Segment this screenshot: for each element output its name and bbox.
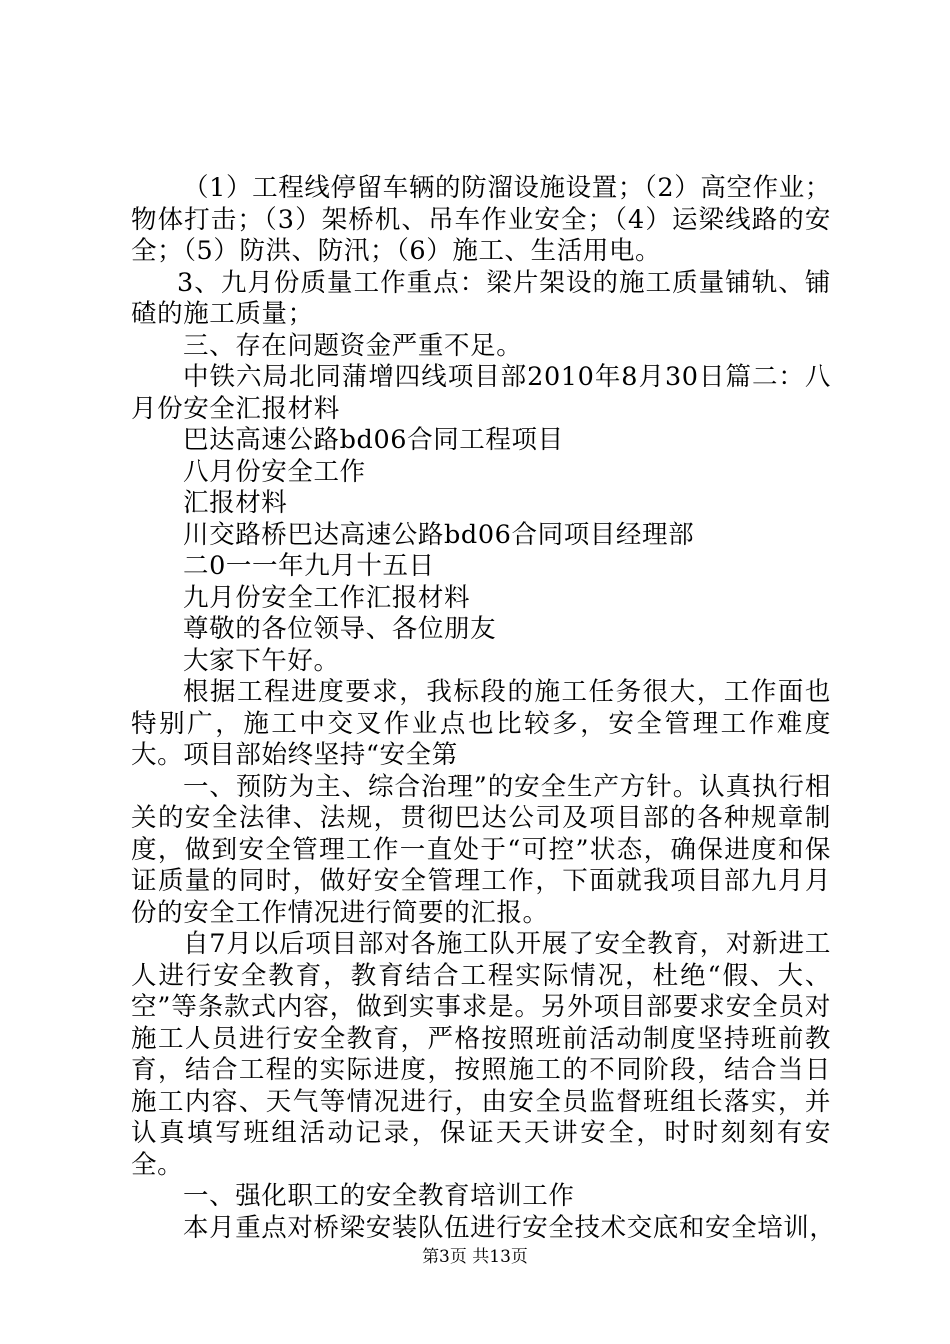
paragraph-problems: 三、存在问题资金严重不足。 <box>183 330 523 361</box>
paragraph-project-name: 巴达高速公路bd06合同工程项目 <box>183 425 564 455</box>
paragraph-salutation: 尊敬的各位领导、各位朋友 <box>183 614 497 644</box>
paragraph-policy: 一、预防为主、综合治理”的安全生产方针。认真执行相关的安全法律、法规，贯彻巴达公司及项目部的各种规章制度，做到安全管理工作一直处于“可控”状态，确保进度和保证质量的同时，做好安全管理工作，下面就我项目部九月月份的安全工作情况进行简要的汇报。 <box>131 771 831 928</box>
paragraph-education: 自7月以后项目部对各施工队开展了安全教育，对新进工人进行安全教育，教育结合工程实际情况，杜绝“假、大、空”等条款式内容，做到实事求是。另外项目部要求安全员对施工人员进行安全教育，严格按照班前活动制度坚持班前教育，结合工程的实际进度，按照施工的不同阶段，结合当日施工内容、天气等情况进行，由安全员监督班组长落实，并认真填写班组活动记录，保证天天讲安全，时时刻刻有安全。 <box>131 929 831 1180</box>
paragraph-report-type: 汇报材料 <box>183 488 288 518</box>
paragraph-report-title: 九月份安全工作汇报材料 <box>183 582 471 613</box>
page-footer: 第3页 共13页 <box>422 1247 528 1267</box>
paragraph-department: 川交路桥巴达高速公路bd06合同项目经理部 <box>183 519 695 550</box>
paragraph-report-subject: 八月份安全工作 <box>183 456 366 487</box>
paragraph-progress: 根据工程进度要求，我标段的施工任务很大，工作面也特别广，施工中交叉作业点也比较多，安全管理工作难度大。项目部始终坚持“安全第 <box>131 677 831 770</box>
paragraph-bridge-training: 本月重点对桥梁安装队伍进行安全技术交底和安全培训， <box>183 1212 836 1243</box>
paragraph-signature-and-title: 中铁六局北同蒲增四线项目部2010年8月30日篇二：八月份安全汇报材料 <box>131 362 831 424</box>
paragraph-date: 二0一一年九月十五日 <box>183 551 435 581</box>
paragraph-section-heading: 一、强化职工的安全教育培训工作 <box>183 1181 575 1211</box>
paragraph-greeting: 大家下午好。 <box>183 645 340 676</box>
document-body <box>131 173 836 1244</box>
paragraph-quality-focus: 3、九月份质量工作重点：梁片架设的施工质量铺轨、铺碴的施工质量； <box>131 267 831 329</box>
paragraph-safety-items: （1）工程线停留车辆的防溜设施设置；（2）高空作业；物体打击；（3）架桥机、吊车作业安全；（4）运梁线路的安全；（5）防洪、防汛；（6）施工、生活用电。 <box>131 173 831 266</box>
